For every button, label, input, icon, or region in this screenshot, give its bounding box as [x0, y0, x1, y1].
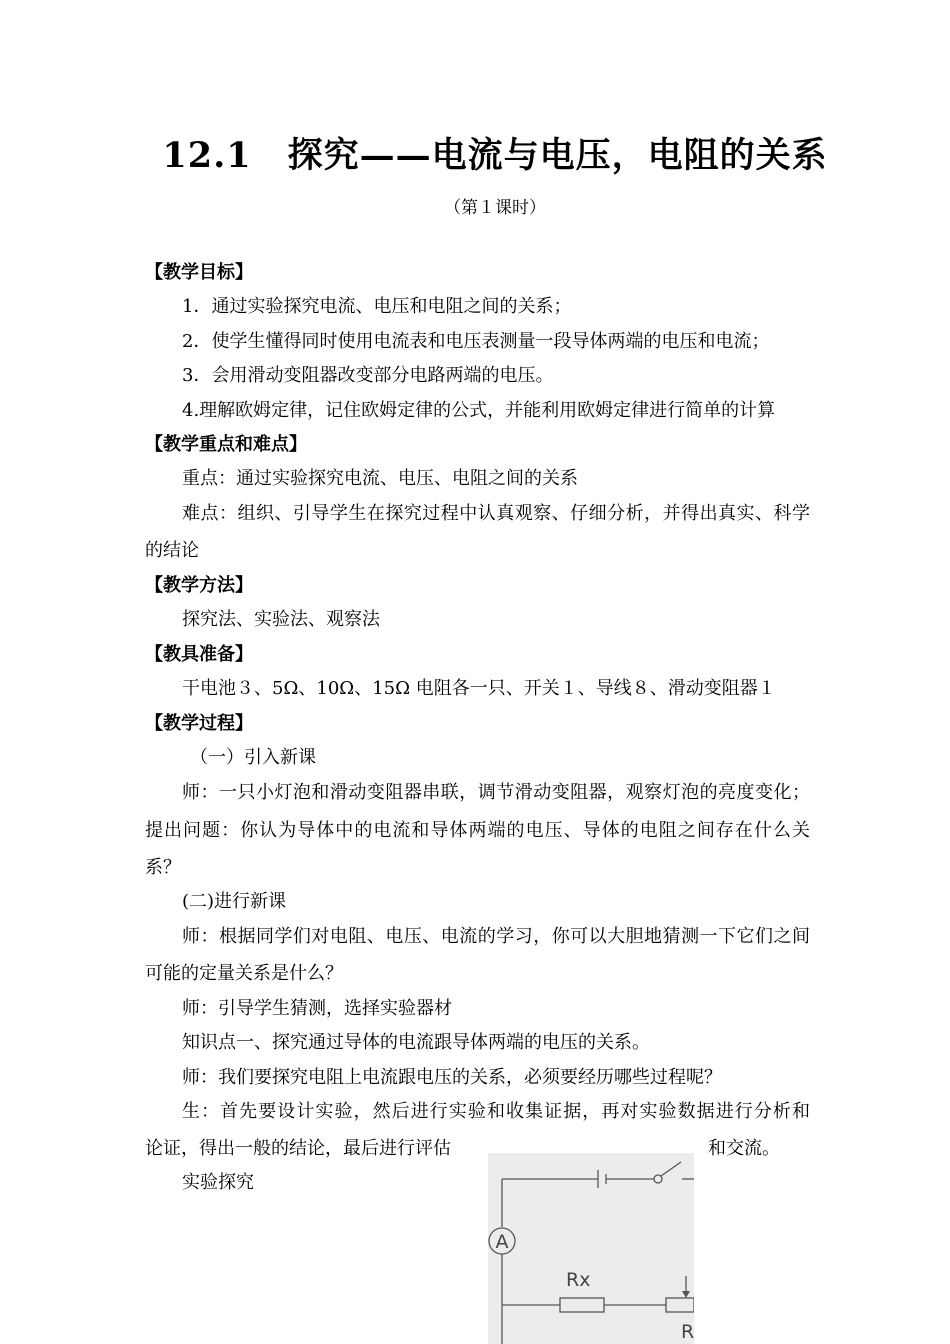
switch-contact — [654, 1175, 662, 1183]
new-lesson-line-1: 师：根据同学们对电阻、电压、电流的学习，你可以大胆地猜测一下它们之间 — [182, 926, 810, 947]
guide-text: 师：引导学生猜测，选择实验器材 — [182, 998, 452, 1019]
goal-item-1: 1．通过实验探究电流、电压和电阻之间的关系； — [182, 296, 572, 317]
circuit-diagram — [488, 1153, 694, 1344]
resistor-rx — [560, 1298, 604, 1312]
rheostat-arrow-icon — [682, 1291, 690, 1298]
document-title: 12.1 探究——电流与电压，电阻的关系 — [162, 135, 828, 176]
process-heading: 【教学过程】 — [145, 713, 253, 734]
student-answer-line-1: 生：首先要设计实验，然后进行实验和收集证据，再对实验数据进行分析和 — [182, 1101, 810, 1122]
new-lesson-heading: (二)进行新课 — [182, 891, 287, 912]
key-heading: 【教学重点和难点】 — [145, 434, 307, 455]
rheostat-label: R — [681, 1321, 694, 1343]
new-lesson-line-2: 可能的定量关系是什么？ — [145, 963, 343, 984]
goal-item-2: 2．使学生懂得同时使用电流表和电压表测量一段导体两端的电压和电流； — [182, 331, 770, 352]
tools-text: 干电池３、5Ω、10Ω、15Ω 电阻各一只、开关１、导线８、滑动变阻器１ — [182, 678, 776, 699]
lesson-subtitle: （第１课时） — [444, 198, 546, 218]
method-text: 探究法、实验法、观察法 — [182, 609, 380, 630]
ammeter-label: A — [495, 1231, 509, 1253]
tools-heading: 【教具准备】 — [145, 644, 253, 665]
student-answer-line-2b: 和交流。 — [708, 1138, 780, 1159]
method-heading: 【教学方法】 — [145, 575, 253, 596]
goals-heading: 【教学目标】 — [145, 262, 253, 283]
goal-item-3: 3．会用滑动变阻器改变部分电路两端的电压。 — [182, 365, 554, 386]
intro-line-3: 系？ — [145, 857, 181, 878]
key-point: 重点：通过实验探究电流、电压、电阻之间的关系 — [182, 468, 578, 489]
student-answer-line-2a: 论证，得出一般的结论，最后进行评估 — [145, 1138, 451, 1159]
experiment-label: 实验探究 — [182, 1172, 254, 1193]
circuit-svg — [488, 1153, 694, 1344]
resistor-label: Rx — [566, 1269, 591, 1291]
intro-line-1: 师：一只小灯泡和滑动变阻器串联，调节滑动变阻器，观察灯泡的亮度变化； — [182, 782, 810, 803]
goal-item-4: 4.理解欧姆定律，记住欧姆定律的公式，并能利用欧姆定律进行简单的计算 — [182, 400, 776, 421]
teacher-question: 师：我们要探究电阻上电流跟电压的关系，必须要经历哪些过程呢？ — [182, 1067, 722, 1088]
switch-blade — [661, 1162, 681, 1176]
intro-line-2: 提出问题：你认为导体中的电流和导体两端的电压、导体的电阻之间存在什么关 — [145, 820, 810, 841]
knowledge-point-1: 知识点一、探究通过导体的电流跟导体两端的电压的关系。 — [182, 1032, 650, 1053]
intro-heading: （一）引入新课 — [190, 747, 316, 768]
difficulty-line-2: 的结论 — [145, 540, 199, 561]
difficulty-line-1: 难点：组织、引导学生在探究过程中认真观察、仔细分析，并得出真实、科学 — [182, 503, 810, 524]
rheostat-body — [666, 1298, 694, 1312]
